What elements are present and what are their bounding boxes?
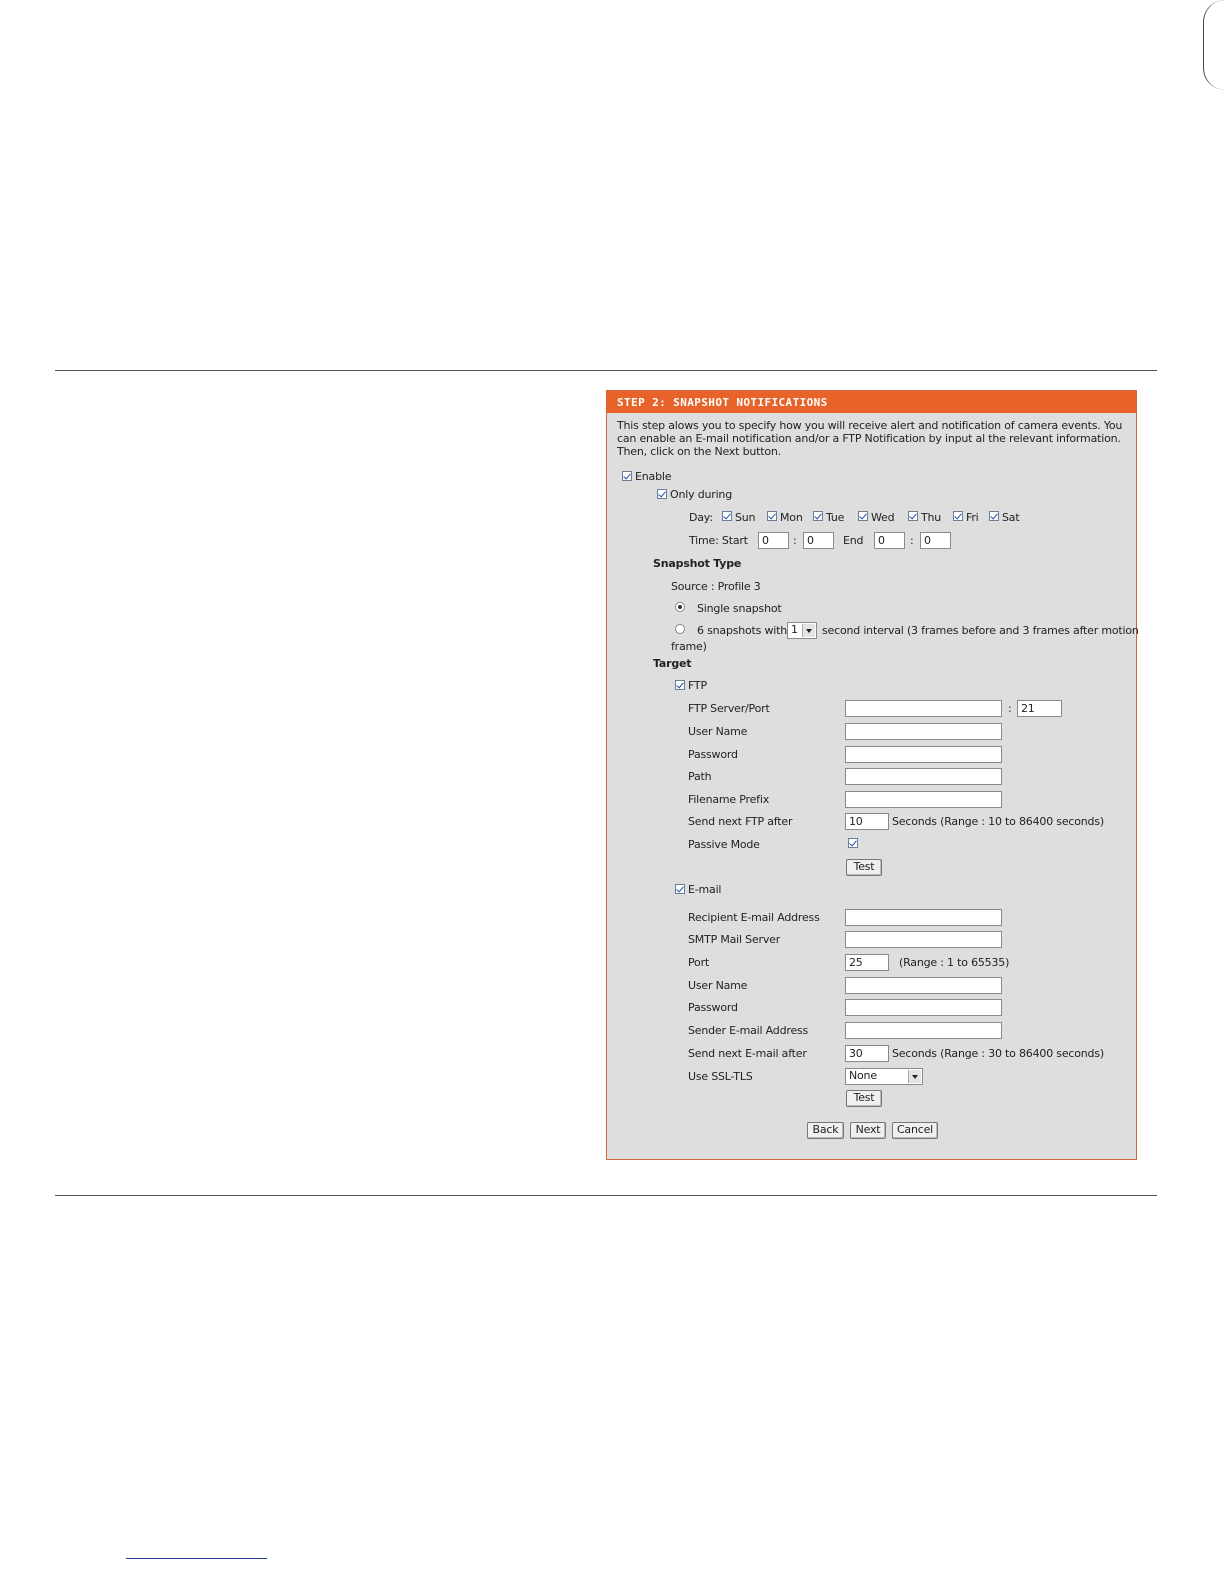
smtp-port-hint: (Range : 1 to 65535) — [899, 956, 1010, 969]
ftp-path-label: Path — [688, 770, 712, 783]
ssl-tls-select-value: None — [849, 1069, 877, 1082]
footer-link-underline — [126, 1558, 267, 1559]
panel-description: This step alows you to specify how you will receive alert and notification of camera events. You can enable an E-mail notification and/or a FTP Notification by input al the relevant information. Then, click on the Next button. — [617, 419, 1123, 458]
target-heading: Target — [653, 657, 692, 670]
ftp-prefix-label: Filename Prefix — [688, 793, 770, 806]
enable-checkbox[interactable] — [622, 471, 632, 481]
chevron-down-icon — [802, 624, 815, 637]
interval-description: second interval (3 frames before and 3 frames after motion — [822, 624, 1139, 637]
email-username-input[interactable] — [845, 977, 1002, 994]
email-checkbox[interactable] — [675, 884, 685, 894]
sender-email-label: Sender E-mail Address — [688, 1024, 809, 1037]
ftp-port-separator: : — [1008, 702, 1012, 715]
ftp-server-label: FTP Server/Port — [688, 702, 770, 715]
chevron-down-icon — [908, 1070, 921, 1083]
day-wed-checkbox[interactable] — [858, 511, 868, 521]
ftp-username-input[interactable] — [845, 723, 1002, 740]
multi-snapshot-radio[interactable] — [675, 624, 685, 634]
ftp-checkbox[interactable] — [675, 680, 685, 690]
ssl-tls-label: Use SSL-TLS — [688, 1070, 753, 1083]
only-during-label: Only during — [670, 488, 732, 501]
ftp-send-next-input[interactable]: 10 — [845, 813, 889, 830]
day-mon-checkbox[interactable] — [767, 511, 777, 521]
day-wed-label: Wed — [871, 511, 895, 524]
day-thu-label: Thu — [921, 511, 942, 524]
only-during-checkbox[interactable] — [657, 489, 667, 499]
recipient-email-label: Recipient E-mail Address — [688, 911, 820, 924]
time-start-label: Time: Start — [689, 534, 748, 547]
email-send-next-hint: Seconds (Range : 30 to 86400 seconds) — [892, 1047, 1104, 1060]
bottom-divider — [55, 1195, 1157, 1196]
day-sat-checkbox[interactable] — [989, 511, 999, 521]
day-sun-checkbox[interactable] — [722, 511, 732, 521]
sender-email-input[interactable] — [845, 1022, 1002, 1039]
smtp-server-label: SMTP Mail Server — [688, 933, 781, 946]
recipient-email-input[interactable] — [845, 909, 1002, 926]
ftp-test-button[interactable]: Test — [846, 859, 882, 876]
day-sun-label: Sun — [735, 511, 756, 524]
email-send-next-label: Send next E-mail after — [688, 1047, 807, 1060]
day-thu-checkbox[interactable] — [908, 511, 918, 521]
multi-snapshot-label: 6 snapshots with — [697, 624, 788, 637]
ftp-label: FTP — [688, 679, 707, 692]
ftp-send-next-hint: Seconds (Range : 10 to 86400 seconds) — [892, 815, 1104, 828]
interval-select[interactable] — [787, 622, 817, 639]
interval-select-value: 1 — [791, 623, 798, 636]
ftp-prefix-input[interactable] — [845, 791, 1002, 808]
start-minute-input[interactable]: 0 — [803, 532, 834, 549]
day-sat-label: Sat — [1002, 511, 1020, 524]
ftp-password-label: Password — [688, 748, 738, 761]
panel-title: STEP 2: SNAPSHOT NOTIFICATIONS — [607, 391, 1136, 413]
smtp-port-input[interactable]: 25 — [845, 954, 889, 971]
passive-mode-label: Passive Mode — [688, 838, 760, 851]
single-snapshot-radio[interactable] — [675, 602, 685, 612]
email-password-input[interactable] — [845, 999, 1002, 1016]
ftp-username-label: User Name — [688, 725, 748, 738]
start-colon: : — [793, 534, 797, 547]
day-fri-checkbox[interactable] — [953, 511, 963, 521]
snapshot-source: Source : Profile 3 — [671, 580, 761, 593]
ftp-server-input[interactable] — [845, 700, 1002, 717]
top-divider — [55, 370, 1157, 371]
ftp-password-input[interactable] — [845, 746, 1002, 763]
email-username-label: User Name — [688, 979, 748, 992]
start-hour-input[interactable]: 0 — [758, 532, 789, 549]
smtp-server-input[interactable] — [845, 931, 1002, 948]
cancel-button[interactable]: Cancel — [892, 1122, 938, 1139]
smtp-port-label: Port — [688, 956, 710, 969]
ftp-path-input[interactable] — [845, 768, 1002, 785]
single-snapshot-label: Single snapshot — [697, 602, 782, 615]
passive-mode-checkbox[interactable] — [848, 838, 858, 848]
back-button[interactable]: Back — [807, 1122, 844, 1139]
day-tue-label: Tue — [826, 511, 845, 524]
email-send-next-input[interactable]: 30 — [845, 1045, 889, 1062]
end-hour-input[interactable]: 0 — [874, 532, 905, 549]
next-button[interactable]: Next — [850, 1122, 886, 1139]
email-test-button[interactable]: Test — [846, 1090, 882, 1107]
day-mon-label: Mon — [780, 511, 803, 524]
interval-description-cont: frame) — [671, 640, 707, 653]
email-label: E-mail — [688, 883, 722, 896]
snapshot-type-heading: Snapshot Type — [653, 557, 742, 570]
snapshot-notifications-panel — [606, 390, 1137, 1160]
end-colon: : — [910, 534, 914, 547]
ssl-tls-select[interactable] — [845, 1068, 923, 1085]
day-fri-label: Fri — [966, 511, 979, 524]
enable-label: Enable — [635, 470, 672, 483]
ftp-send-next-label: Send next FTP after — [688, 815, 793, 828]
email-password-label: Password — [688, 1001, 738, 1014]
end-minute-input[interactable]: 0 — [920, 532, 951, 549]
day-tue-checkbox[interactable] — [813, 511, 823, 521]
day-label: Day: — [689, 511, 713, 524]
page-corner-mark — [1203, 0, 1224, 90]
ftp-port-input[interactable]: 21 — [1017, 700, 1062, 717]
time-end-label: End — [843, 534, 864, 547]
